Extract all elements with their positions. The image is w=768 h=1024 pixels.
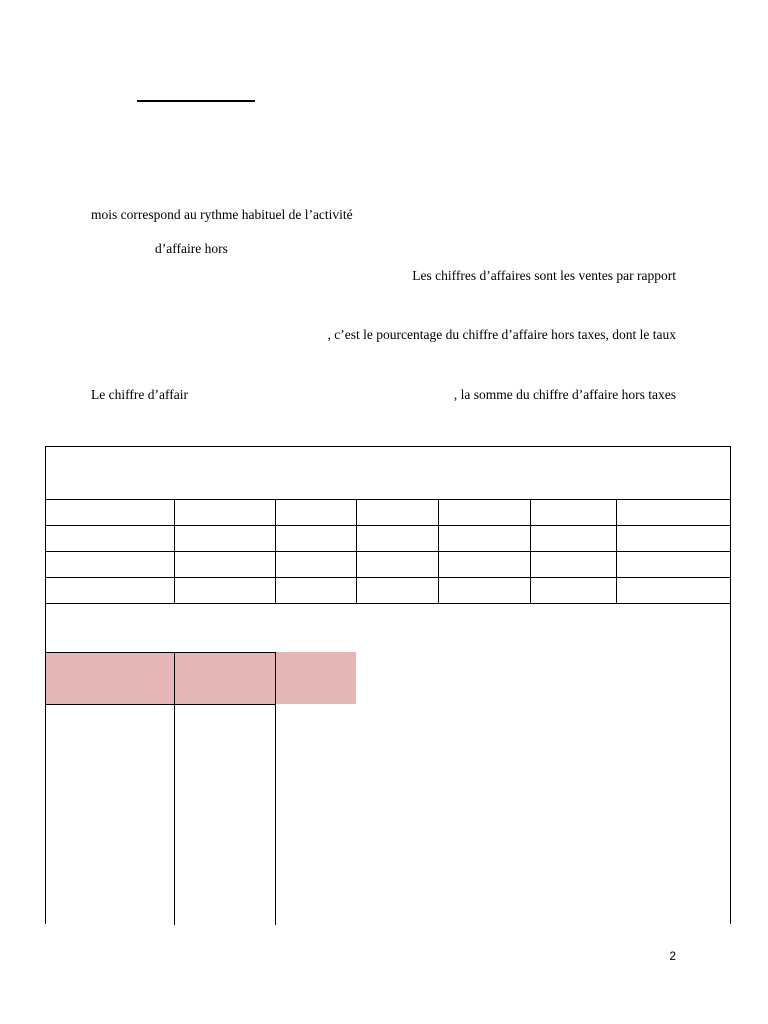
table-column-rule bbox=[174, 499, 175, 603]
paragraph-line-5a: Le chiffre d’affair bbox=[91, 387, 188, 402]
paragraph-line-3: Les chiffres d’affaires sont les ventes par rapport bbox=[412, 268, 676, 283]
table-rule bbox=[46, 603, 731, 604]
table-rule bbox=[46, 704, 275, 705]
table-rule bbox=[46, 499, 731, 500]
table-column-rule bbox=[356, 499, 357, 603]
heading-underline bbox=[137, 100, 255, 102]
table-rule bbox=[46, 551, 731, 552]
paragraph-line-2: d’affaire hors bbox=[155, 241, 228, 256]
table-column-rule bbox=[275, 499, 276, 603]
table-column-rule bbox=[174, 652, 175, 925]
table-rule bbox=[46, 577, 731, 578]
paragraph-line-4: , c’est le pourcentage du chiffre d’affaire hors taxes, dont le taux bbox=[327, 327, 676, 342]
table-column-rule bbox=[438, 499, 439, 603]
data-table bbox=[45, 446, 731, 924]
table-rule bbox=[46, 525, 731, 526]
table-column-rule bbox=[616, 499, 617, 603]
page-number: 2 bbox=[669, 949, 676, 963]
paragraph-line-1: mois correspond au rythme habituel de l’activité bbox=[91, 207, 353, 222]
table-column-rule bbox=[275, 652, 276, 925]
highlighted-header-row bbox=[46, 652, 356, 704]
table-column-rule bbox=[530, 499, 531, 603]
paragraph-line-5b: , la somme du chiffre d’affaire hors taxes bbox=[453, 387, 676, 402]
table-rule bbox=[46, 652, 275, 653]
